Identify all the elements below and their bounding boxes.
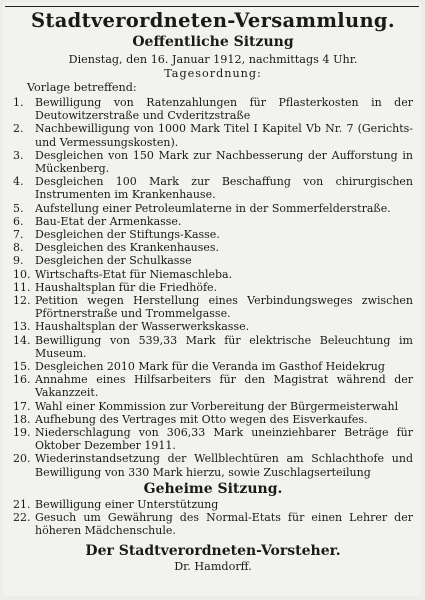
public-session-heading: Oeffentliche Sitzung (132, 34, 294, 50)
item-number: 2. (13, 122, 24, 136)
item-text: Annahme eines Hilfsarbeiters für den Magistrat während der Vakanzzeit. (35, 373, 413, 400)
notice-title: Stadtverordneten-Versammlung. (31, 9, 395, 32)
item-number: 10. (13, 267, 31, 281)
item-text: Desgleichen des Krankenhauses. (35, 241, 219, 255)
item-number: 16. (13, 373, 31, 387)
item-text: Desgleichen 100 Mark zur Beschaffung von chirurgischen Instrumenten im Krankenhause. (35, 175, 413, 202)
item-text: Gesuch um Gewährung des Normal-Etats für einen Lehrer der höheren Mädchenschule. (35, 511, 413, 538)
agenda-item (13, 334, 413, 360)
item-text: Desgleichen von 150 Mark zur Nachbesserung der Aufforstung in Mückenberg. (35, 148, 413, 176)
item-text: Niederschlagung von 306,33 Mark uneinziehbarer Beträge für Oktober Dezember 1911. (35, 426, 413, 453)
item-text: Aufhebung des Vertrages mit Otto wegen des Eisverkaufes. (35, 412, 368, 426)
item-number: 12. (13, 294, 31, 308)
agenda-item (13, 400, 413, 413)
agenda-item (13, 413, 413, 426)
signer-name: Dr. Hamdorff. (174, 559, 252, 573)
item-number: 13. (13, 320, 31, 334)
item-number: 5. (13, 201, 24, 215)
agenda-item (13, 241, 413, 254)
secret-session-heading: Geheime Sitzung. (143, 480, 283, 497)
item-text: Bewilligung von 539,33 Mark für elektrische Beleuchtung im Museum. (35, 333, 413, 360)
item-text: Desgleichen der Stiftungs-Kasse. (35, 228, 220, 242)
agenda-item (13, 426, 413, 452)
item-number: 19. (13, 426, 31, 440)
item-text: Nachbewilligung von 1000 Mark Titel I Kapitel Vb Nr. 7 (Gerichts- und Vermessungskosten). (35, 122, 413, 149)
agenda-item (13, 360, 413, 373)
newspaper-notice (3, 2, 421, 596)
item-text: Wiederinstandsetzung der Wellblechtüren am Schlachthofe und Bewilligung von 330 Mark hierzu, sowie Zuschlagserteilung (35, 452, 413, 479)
agenda-item (13, 228, 413, 241)
item-number: 9. (13, 254, 24, 268)
item-number: 7. (13, 228, 24, 242)
public-agenda-list (13, 96, 413, 479)
top-rule (5, 6, 419, 7)
item-text: Bau-Etat der Armenkasse. (35, 214, 182, 228)
agenda-item (13, 320, 413, 333)
item-text: Bewilligung von Ratenzahlungen für Pflasterkosten in der Deutowitzerstraße und Cvderitzstraße (35, 96, 413, 123)
agenda-item (13, 175, 413, 201)
item-number: 17. (13, 399, 31, 413)
item-number: 1. (13, 96, 24, 109)
agenda-item (13, 149, 413, 175)
agenda-item (13, 281, 413, 294)
item-number: 21. (13, 497, 31, 511)
item-text: Bewilligung einer Unterstützung (35, 497, 219, 511)
item-number: 3. (13, 148, 24, 162)
agenda-item (13, 268, 413, 281)
agenda-item (13, 202, 413, 215)
item-text: Desgleichen 2010 Mark für die Veranda im Gasthof Heidekrug (35, 360, 385, 374)
item-text: Wahl einer Kommission zur Vorbereitung der Bürgermeisterwahl (35, 399, 399, 413)
agenda-item (13, 122, 413, 148)
item-number: 4. (13, 175, 24, 189)
item-number: 11. (13, 280, 31, 294)
agenda-item (13, 498, 413, 511)
agenda-item (13, 452, 413, 478)
item-text: Haushaltsplan der Wasserwerkskasse. (35, 320, 250, 334)
item-text: Aufstellung einer Petroleumlaterne in der Sommerfelderstraße. (35, 201, 391, 215)
item-text: Desgleichen der Schulkasse (35, 254, 192, 268)
item-number: 20. (13, 452, 31, 466)
agenda-item (13, 215, 413, 228)
secret-agenda-list (13, 498, 413, 538)
item-text: Haushaltsplan für die Friedhöfe. (35, 280, 218, 294)
agenda-item (13, 511, 413, 537)
item-text: Wirtschafts-Etat für Niemaschleba. (35, 267, 233, 281)
item-number: 14. (13, 333, 31, 347)
agenda-heading: Tagesordnung: (164, 67, 262, 80)
item-number: 6. (13, 214, 24, 228)
item-number: 18. (13, 412, 31, 426)
signoff-title: Der Stadtverordneten-Vorsteher. (85, 542, 341, 559)
agenda-item (13, 373, 413, 399)
agenda-intro: Vorlage betreffend: (27, 81, 137, 94)
item-number: 22. (13, 511, 31, 525)
agenda-item (13, 96, 413, 122)
agenda-item (13, 254, 413, 267)
meeting-dateline: Dienstag, den 16. Januar 1912, nachmittags 4 Uhr. (68, 53, 358, 66)
agenda-item (13, 294, 413, 320)
item-text: Petition wegen Herstellung eines Verbindungsweges zwischen Pförtnerstraße und Trommelgasse. (35, 294, 413, 321)
item-number: 8. (13, 241, 24, 255)
item-number: 15. (13, 360, 31, 374)
